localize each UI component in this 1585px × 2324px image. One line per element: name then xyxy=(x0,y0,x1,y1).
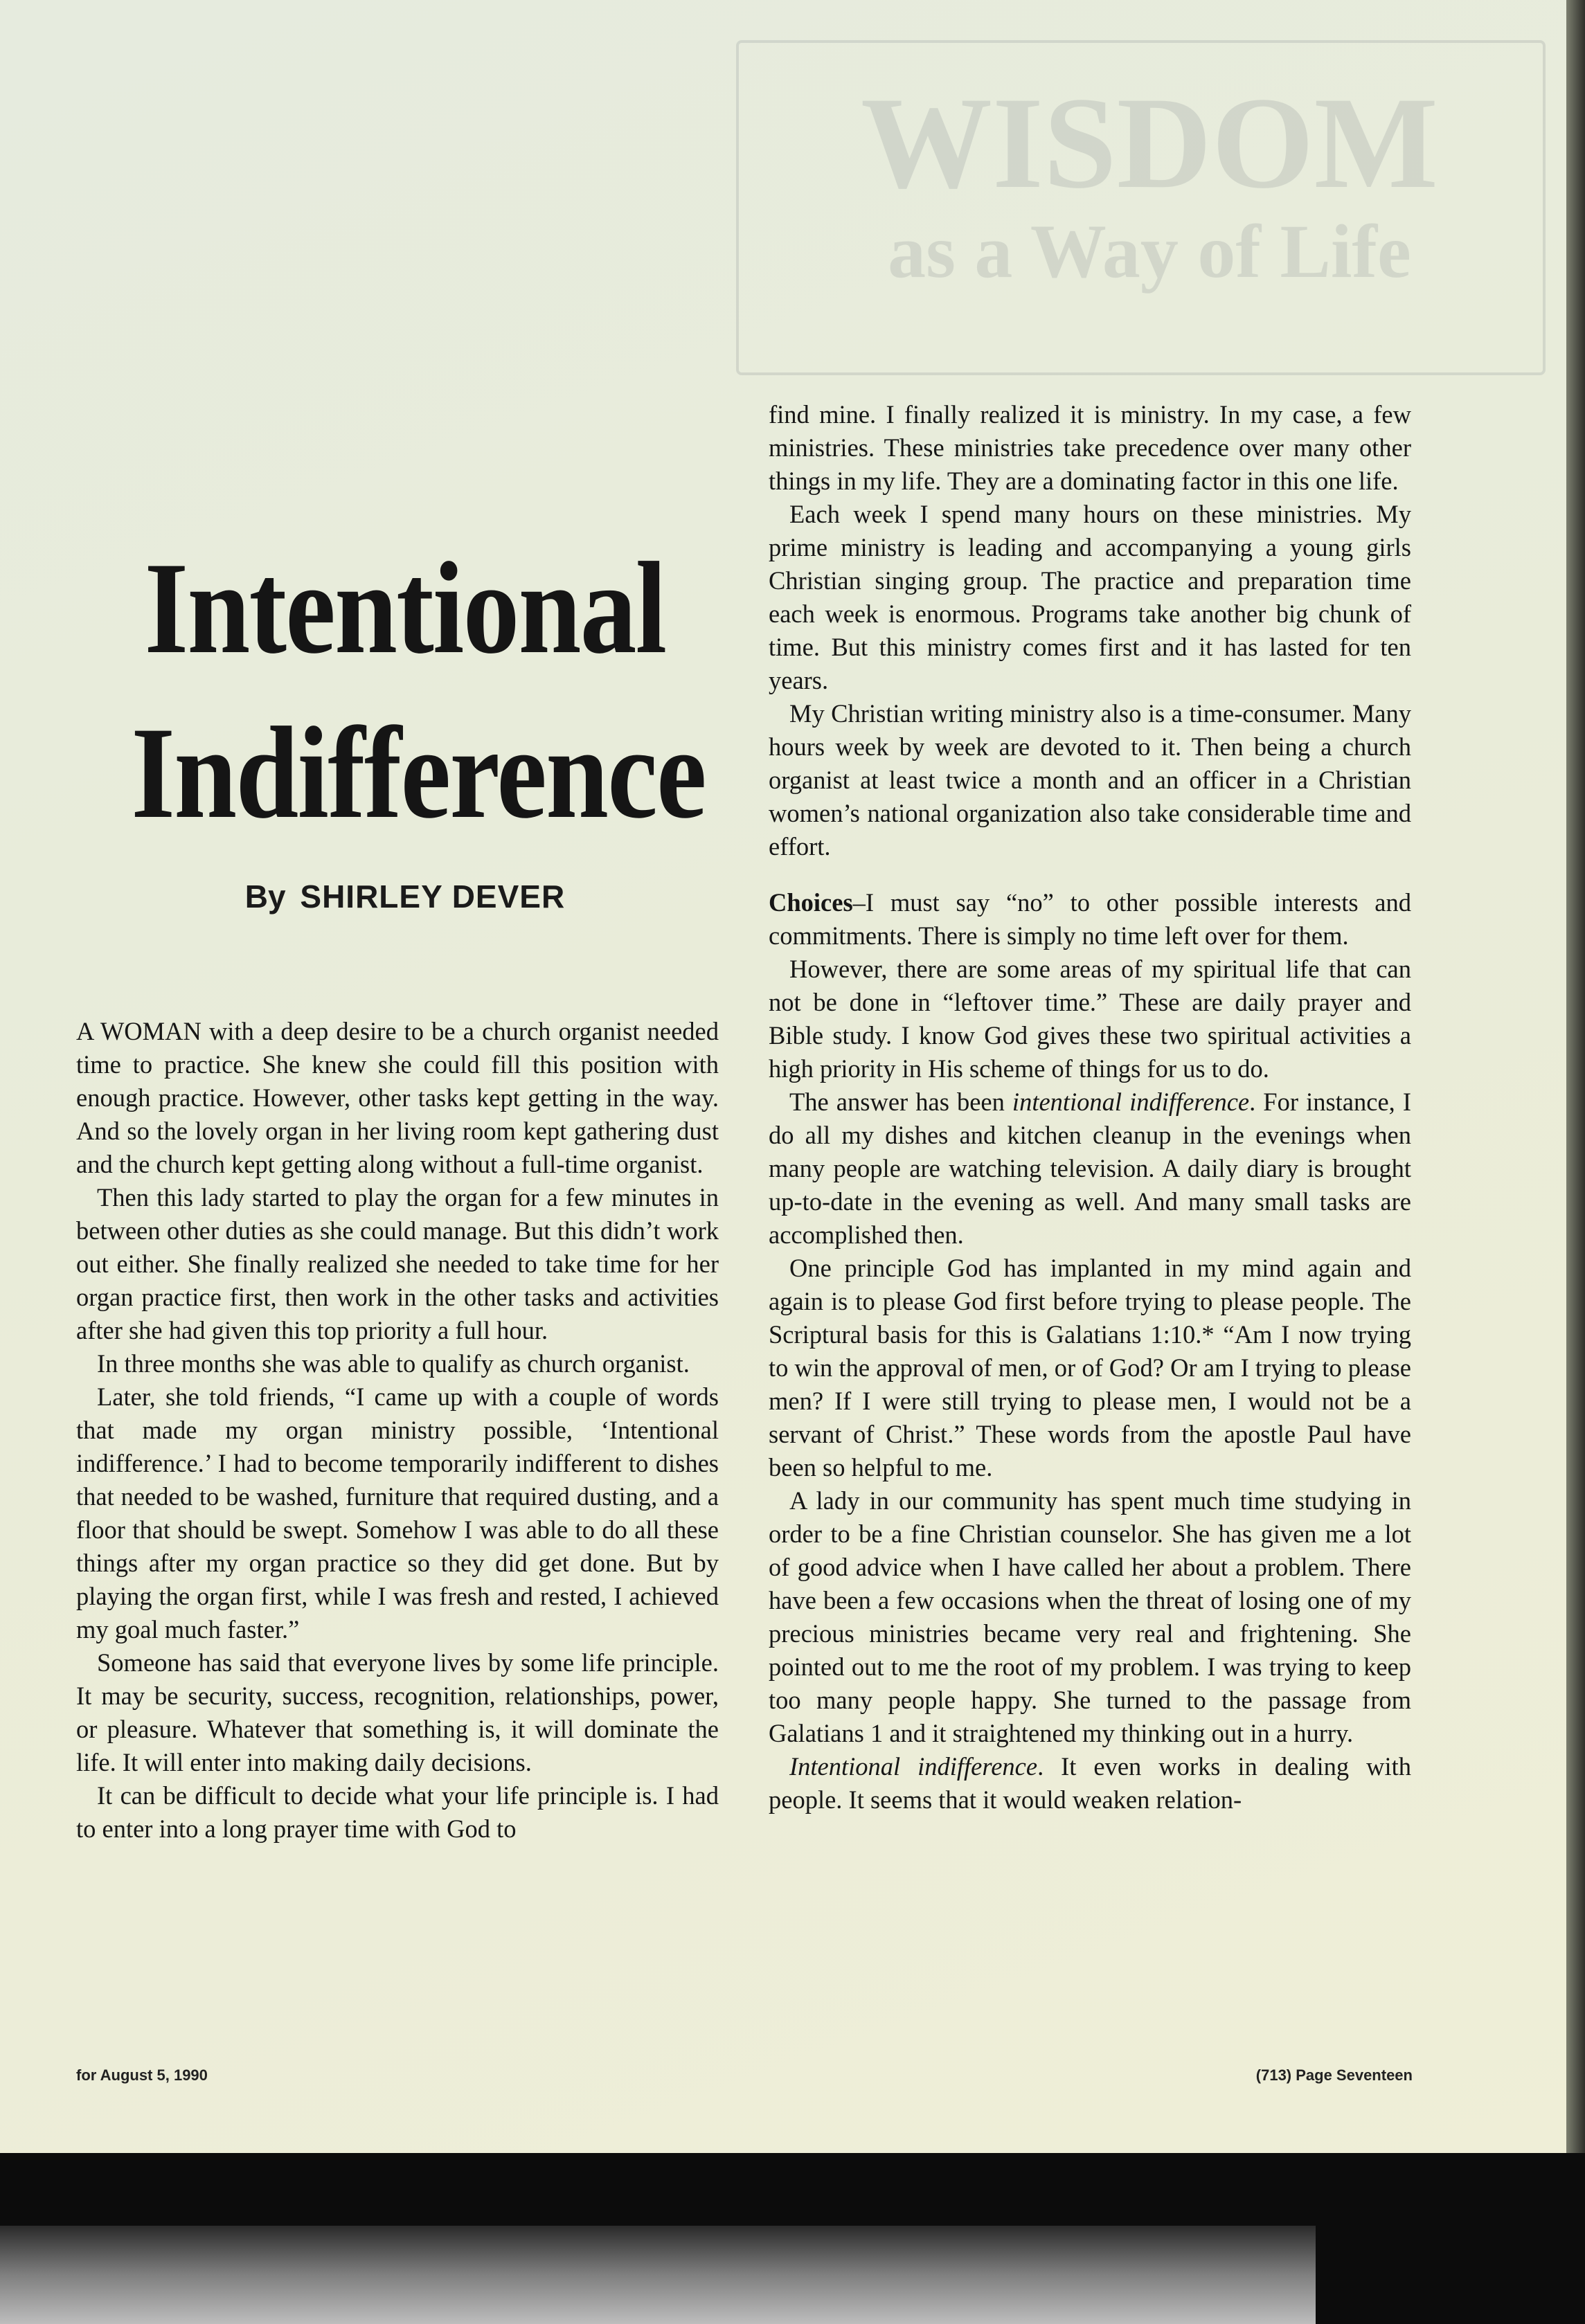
paragraph-with-subhead xyxy=(769,886,1411,953)
paragraph: find mine. I finally realized it is ministry. In my case, a few ministries. These ministries take precedence over many other things in my life. They are a dominating factor in this one life. xyxy=(769,400,1411,495)
bleed-through-heading-line2: as a Way of Life xyxy=(888,209,1411,294)
paragraph-text: The answer has been xyxy=(789,1088,1012,1116)
bleed-through-frame xyxy=(737,42,1544,374)
paragraph: A lady in our community has spent much time studying in order to be a fine Christian counselor. She has given me a lot of good advice when I have called her about a problem. There have been a few occasions when the threat of losing one of my precious ministries became very real and frightening. She pointed out to me the root of my problem. I was trying to keep too many people happy. She turned to the passage from Galatians 1 and it straightened my thinking out in a hurry. xyxy=(769,1486,1411,1747)
footer-page-number: (713) Page Seventeen xyxy=(1255,2066,1413,2084)
footer-date: for August 5, 1990 xyxy=(76,2066,208,2084)
paragraph: Each week I spend many hours on these ministries. My prime ministry is leading and accompanying a young girls Christian singing group. The practice and preparation time each week is enormous. Programs take another big chunk of time. But this ministry comes first and it has lasted for ten years. xyxy=(769,500,1411,694)
page-edge-shadow xyxy=(1566,0,1585,2153)
paragraph: In three months she was able to qualify as church organist. xyxy=(97,1349,690,1378)
paragraph: My Christian writing ministry also is a time-consumer. Many hours week by week are devoted to it. Then being a church organist at least twice a month and an officer in a Christian women’s national organization also take considerable time and effort. xyxy=(769,699,1411,861)
subhead-choices: Choices xyxy=(769,888,853,917)
paragraph xyxy=(769,1086,1411,1252)
paragraph-text: . It even works in dealing with people. It seems that it would weaken relation- xyxy=(769,1752,1411,1814)
bleed-through-heading-line1: WISDOM xyxy=(861,71,1438,216)
paragraph-text: . For instance, I do all my dishes and kitchen cleanup in the evenings when many people are watching television. A daily diary is brought up-to-date in the evening as well. And many small tasks are accomplished then. xyxy=(769,1088,1411,1249)
paragraph: One principle God has implanted in my mind again and again is to please God first before trying to please people. The Scriptural basis for this is Galatians 1:10.* “Am I now trying to win the approval of men, or of God? Or am I trying to please men? If I were still trying to please men, I would not be a servant of Christ.” These words from the apostle Paul have been so helpful to me. xyxy=(769,1254,1411,1481)
paragraph: Then this lady started to play the organ for a few minutes in between other duties as she could manage. But this didn’t work out either. She finally realized she needed to take time for her organ practice first, then work in the other tasks and activities after she had given this top priority a full hour. xyxy=(76,1183,719,1344)
emphasis-text: Intentional indifference xyxy=(789,1752,1038,1781)
byline xyxy=(90,878,720,915)
paragraph: Later, she told friends, “I came up with a couple of words that made my organ ministry possible, ‘Intentional indifference.’ I had to become temporarily indifferent to dishes that needed to be washed, furniture that required dusting, and a floor that should be swept. Somehow I was able to do all these things after my organ practice so they did get done. But by playing the organ first, while I was fresh and rested, I achieved my goal much faster.” xyxy=(76,1382,719,1643)
article-title-line1: Intentional xyxy=(144,536,666,681)
background-cloth xyxy=(0,2226,1316,2324)
paragraph: It can be difficult to decide what your life principle is. I had to enter into a long prayer time with God to xyxy=(76,1781,719,1843)
emphasis-text: intentional indifference xyxy=(1012,1088,1250,1116)
paragraph xyxy=(769,1750,1411,1817)
paragraph: Someone has said that everyone lives by some life principle. It may be security, success, recognition, relationships, power, or pleasure. Whatever that something is, it will dominate the life. It will enter into making daily decisions. xyxy=(76,1648,719,1776)
byline-author: SHIRLEY DEVER xyxy=(300,879,566,915)
paragraph: However, there are some areas of my spiritual life that can not be done in “leftover time.” These are daily prayer and Bible study. I know God gives these two spiritual activities a high priority in His scheme of things for us to do. xyxy=(769,955,1411,1083)
paragraph-text: –I must say “no” to other possible interests and commitments. There is simply no time left over for them. xyxy=(769,888,1411,950)
article-title-line2: Indifference xyxy=(131,701,706,846)
bleed-through-illustration xyxy=(734,28,1551,388)
left-column xyxy=(76,1015,719,1846)
byline-prefix: By xyxy=(244,879,286,915)
right-column xyxy=(769,398,1411,1817)
paragraph: A WOMAN with a deep desire to be a church organist needed time to practice. She knew she could fill this position with enough practice. However, other tasks kept getting in the way. And so the lovely organ in her living room kept gathering dust and the church kept getting along without a full-time organist. xyxy=(76,1017,719,1178)
article-title xyxy=(131,526,706,856)
